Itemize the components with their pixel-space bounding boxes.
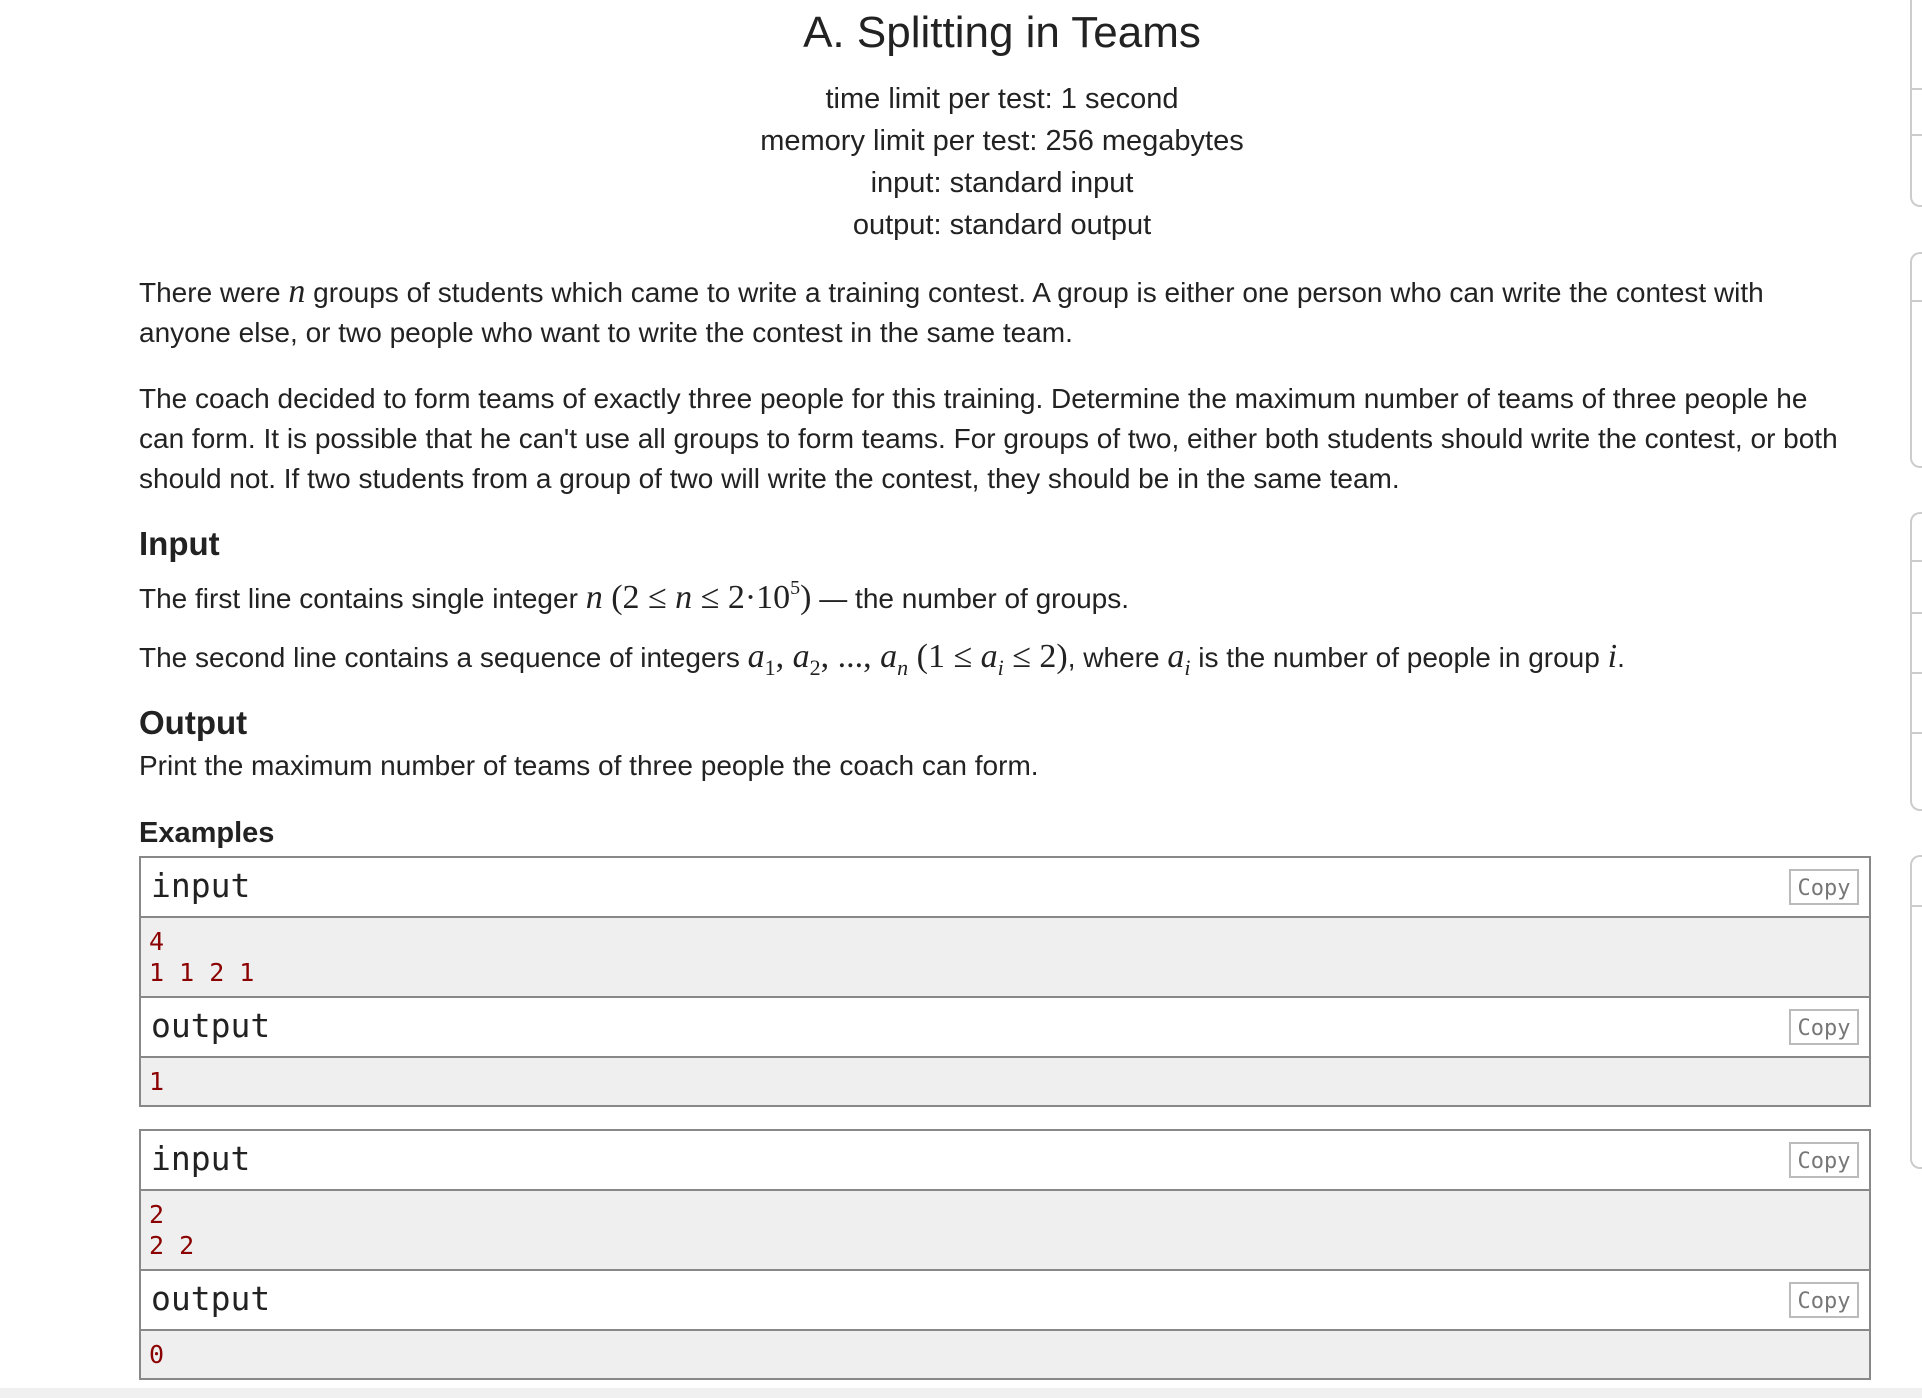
example-input-line: 2 2 [149,1231,195,1260]
example-output-body[interactable] [141,1058,1869,1105]
output-section-title: Output [139,704,248,741]
math-sequence [747,638,1068,680]
sidebar-divider [1910,560,1922,562]
math-ai [1167,638,1191,680]
example-input-body[interactable] [141,918,1869,998]
sidebar-divider [1910,732,1922,734]
input-text: The first line contains single integer [139,583,586,614]
example-input-header [141,858,1869,918]
math-text: (2 ≤ [602,579,676,616]
input-line-2 [139,637,1839,688]
example-input-label: input [151,1139,251,1178]
math-var: n [585,579,603,616]
math-subscript: i [997,655,1004,680]
math-text: , ..., [820,638,881,675]
examples-title: Examples [139,817,275,849]
statement-paragraph-1 [139,272,1839,353]
sidebar-divider [1910,300,1922,302]
math-text: ≤ 2) [1003,638,1068,675]
math-exponent: 5 [790,577,801,599]
input-text: . [1617,642,1625,673]
example-input-label: input [151,866,251,905]
sidebar-panel-edge [1910,512,1922,811]
math-text: (1 ≤ [908,638,981,675]
math-var: i [1607,638,1618,675]
problem-limits [0,78,1922,246]
input-text: — the number of groups. [811,583,1129,614]
problem-title: A. Splitting in Teams [803,8,1201,57]
math-subscript: 1 [764,655,776,680]
input-text: is the number of people in group [1190,642,1608,673]
output-description: Print the maximum number of teams of three people the coach can form. [139,750,1039,781]
math-subscript: i [1184,655,1191,680]
math-var: n [288,273,306,310]
math-var: a [792,638,810,675]
example-output-header [141,998,1869,1058]
copy-input-button[interactable]: Copy [1789,869,1859,905]
copy-output-button[interactable]: Copy [1789,1282,1859,1318]
input-section-title: Input [139,525,220,562]
math-text: , [775,638,793,675]
example-input-body[interactable] [141,1191,1869,1271]
statement-text: There were [139,277,289,308]
statement-paragraph-2: The coach decided to form teams of exactly three people for this training. Determine the maximum number of teams of three people he can form. It is possible that he can't use all groups to form teams. For groups of two, either both students should write the contest, or both should not. If two students from a group of two will write the contest, they should be in the same team. [139,383,1838,494]
memory-limit: memory limit per test: 256 megabytes [760,125,1244,157]
sidebar-panel-edge [1910,0,1922,207]
example-input-line: 4 [149,927,165,956]
example-1 [139,856,1871,1107]
input-type: input: standard input [870,167,1134,199]
example-output-label: output [151,1006,271,1045]
math-var: a [880,638,898,675]
input-text: , where [1067,642,1168,673]
math-constraint [603,579,812,616]
example-output-line: 1 [149,1067,165,1096]
math-subscript: n [897,655,909,680]
sidebar-panel-edge [1910,252,1922,468]
example-output-label: output [151,1279,271,1318]
output-type: output: standard output [852,209,1152,241]
math-text: ≤ 2·10 [692,579,791,616]
time-limit: time limit per test: 1 second [825,83,1179,115]
math-subscript: 2 [809,655,821,680]
sidebar-divider [1910,672,1922,674]
copy-output-button[interactable]: Copy [1789,1009,1859,1045]
input-line-1 [139,568,1839,619]
sidebar-divider [1910,905,1922,907]
statement-text: groups of students which came to write a training contest. A group is either one person who can write the contest with anyone else, or two people who want to write the contest in the same team. [139,277,1764,348]
math-var: a [1167,638,1185,675]
example-2 [139,1129,1871,1380]
input-text: The second line contains a sequence of integers [139,642,748,673]
sidebar-divider [1910,134,1922,136]
example-input-line: 1 1 2 1 [149,958,255,987]
sidebar-panel-edge [1910,855,1922,1169]
copy-input-button[interactable]: Copy [1789,1142,1859,1178]
sidebar-divider [1910,88,1922,90]
example-output-body[interactable] [141,1331,1869,1378]
math-var: a [747,638,765,675]
sidebar-divider [1910,612,1922,614]
math-var: a [980,638,998,675]
bottom-scroll-bar[interactable] [0,1388,1922,1398]
example-output-line: 0 [149,1340,165,1369]
example-output-header [141,1271,1869,1331]
math-var: n [675,579,693,616]
example-input-header [141,1131,1869,1191]
example-input-line: 2 [149,1200,165,1229]
math-text: ) [800,579,812,616]
